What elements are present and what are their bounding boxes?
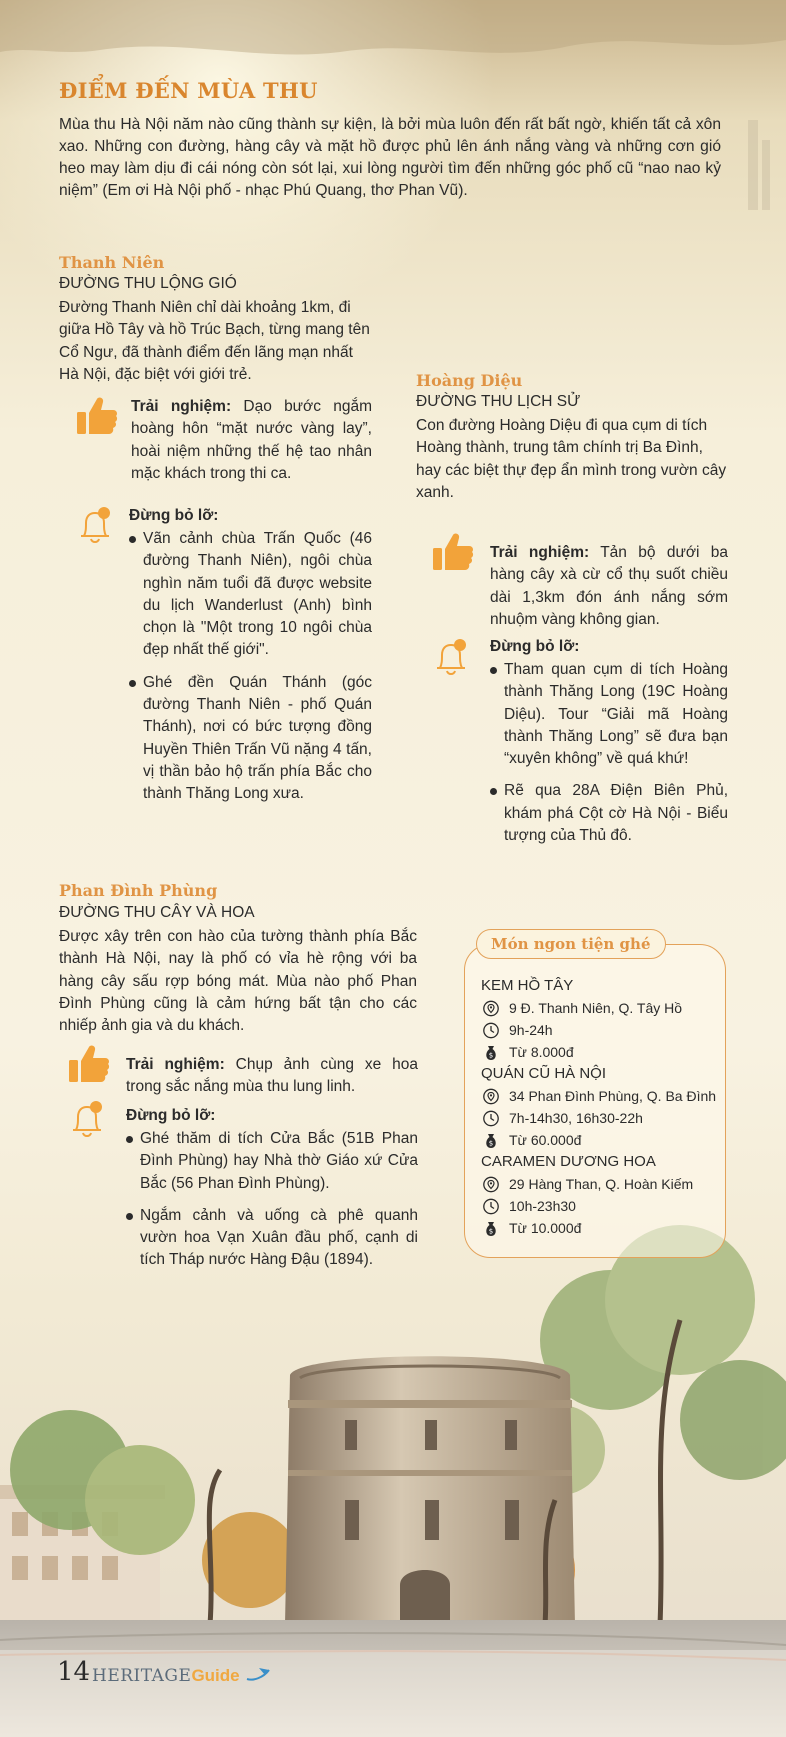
location-pin-icon	[483, 1088, 499, 1105]
section-subtitle: ĐƯỜNG THU CÂY VÀ HOA	[59, 904, 255, 921]
clock-icon	[483, 1198, 499, 1215]
experience-label: Trải nghiệm:	[126, 1056, 225, 1073]
experience-label: Trải nghiệm:	[490, 544, 590, 561]
shop-price: Từ 8.000đ	[509, 1044, 574, 1060]
shop-name: KEM HỒ TÂY	[481, 977, 574, 994]
dont-miss-label: Đừng bỏ lỡ:	[126, 1107, 216, 1124]
experience-text: Tản bộ dưới ba hàng cây xà cừ cổ thụ suốt chiều dài 1,3km đón ánh nắng sớm nhuộm vàng không gian.	[490, 544, 728, 628]
section-subtitle: ĐƯỜNG THU LỊCH SỬ	[416, 393, 581, 410]
thumbs-up-icon	[432, 532, 474, 572]
dont-miss-block	[432, 638, 728, 868]
section-body: Con đường Hoàng Diệu đi qua cụm di tích Hoàng thành, trung tâm chính trị Ba Đình, hay các biệt thự đẹp ẩn mình trong vườn cây xanh.	[416, 417, 727, 501]
list-item: Ghé đền Quán Thánh (góc đường Thanh Niên - phố Quán Thánh), nơi có bức tượng đồng Huyền Thiên Trấn Vũ nặng 4 tấn, vị thần bảo hộ trấn phía Bắc cho thành Thăng Long xưa.	[129, 672, 372, 806]
svg-text:$: $	[488, 1051, 494, 1060]
section-body: Đường Thanh Niên chỉ dài khoảng 1km, đi giữa Hồ Tây và hồ Trúc Bạch, từng mang tên Cổ Ngư, đã thành điểm đến lãng mạn nhất Hà Nội, đặc biệt với giới trẻ.	[59, 299, 370, 383]
section-subtitle: ĐƯỜNG THU LỘNG GIÓ	[59, 275, 237, 292]
shop-address: 29 Hàng Than, Q. Hoàn Kiếm	[509, 1176, 694, 1192]
dont-miss-block	[76, 506, 372, 803]
clock-icon	[483, 1022, 499, 1039]
plane-icon	[245, 1666, 271, 1682]
food-box-title: Món ngon tiện ghé	[476, 929, 666, 959]
experience-text: Dạo bước ngắm hoàng hôn “mặt nước vàng lay”, hoài niệm những thế hệ tao nhân mặc khách trong thi ca.	[131, 398, 373, 482]
shop-hours: 7h-14h30, 16h30-22h	[509, 1110, 643, 1126]
dont-miss-list	[126, 1128, 418, 1282]
thumbs-up-icon	[68, 1044, 110, 1084]
bell-icon	[68, 1100, 106, 1140]
page-title: ĐIỂM ĐẾN MÙA THU	[59, 78, 318, 103]
shop-hours: 9h-24h	[509, 1022, 553, 1038]
brand-part-heritage: HERITAGE	[92, 1666, 192, 1686]
dont-miss-label: Đừng bỏ lỡ:	[129, 507, 219, 524]
shop-kem-ho-tay	[481, 977, 721, 1063]
money-bag-icon	[483, 1044, 499, 1061]
dont-miss-label: Đừng bỏ lỡ:	[490, 638, 580, 655]
shop-caramen-duong-hoa	[481, 1153, 721, 1239]
list-item: Vãn cảnh chùa Trấn Quốc (46 đường Thanh Niên), ngôi chùa nghìn năm tuổi đã được website du lịch Wanderlust (Anh) bình chọn là "Một trong 10 ngôi chùa đẹp nhất thế giới".	[129, 528, 372, 662]
list-item: Ngắm cảnh và uống cà phê quanh vườn hoa Vạn Xuân đầu phố, cạnh di tích Tháp nước Hàng Đậu (1894).	[126, 1205, 418, 1272]
shop-price: Từ 60.000đ	[509, 1132, 582, 1148]
shop-address: 34 Phan Đình Phùng, Q. Ba Đình	[509, 1088, 717, 1104]
intro-paragraph: Mùa thu Hà Nội năm nào cũng thành sự kiện, là bởi mùa luôn đến rất bất ngờ, khiến tất cả xôn xao. Những con đường, hàng cây và mặt hồ được phủ lên ánh nắng vàng và những cơn gió heo may làm dịu đi cái nóng còn sót lại, xui lòng người tìm đến những góc phố cũ “nao nao kỷ niệm” (Em ơi Hà Nội phố - nhạc Phú Quang, thơ Phan Vũ).	[59, 116, 721, 199]
svg-text:$: $	[488, 1139, 494, 1148]
money-bag-icon	[483, 1132, 499, 1149]
location-pin-icon	[483, 1000, 499, 1017]
clock-icon	[483, 1110, 499, 1127]
brand-part-guide: Guide	[191, 1666, 240, 1685]
brand-logo	[92, 1666, 271, 1686]
dont-miss-list	[490, 659, 728, 857]
shop-quan-cu-ha-noi	[481, 1065, 721, 1151]
section-name: Phan Đình Phùng	[59, 881, 218, 900]
svg-text:$: $	[488, 1227, 494, 1236]
thumbs-up-icon	[76, 396, 118, 436]
section-name: Thanh Niên	[59, 253, 165, 272]
section-name: Hoàng Diệu	[416, 371, 523, 390]
page-number: 14	[57, 1657, 91, 1687]
shop-hours: 10h-23h30	[509, 1198, 576, 1214]
shop-name: CARAMEN DƯƠNG HOA	[481, 1153, 656, 1170]
shop-name: QUÁN CŨ HÀ NỘI	[481, 1065, 607, 1082]
dont-miss-block	[68, 1100, 418, 1270]
shop-address: 9 Đ. Thanh Niên, Q. Tây Hồ	[509, 1000, 683, 1016]
list-item: Tham quan cụm di tích Hoàng thành Thăng Long (19C Hoàng Diệu). Tour “Giải mã Hoàng thành Thăng Long” sẽ đưa bạn “xuyên không” về quá khứ!	[490, 659, 728, 770]
list-item: Ghé thăm di tích Cửa Bắc (51B Phan Đình Phùng) hay Nhà thờ Giáo xứ Cửa Bắc (56 Phan Đình Phùng).	[126, 1128, 418, 1195]
list-item: Rẽ qua 28A Điện Biên Phủ, khám phá Cột cờ Hà Nội - Biểu tượng của Thủ đô.	[490, 780, 728, 847]
section-body: Được xây trên con hào của tường thành phía Bắc thành Hà Nội, nay là phố có vỉa hè rộng với ba hàng cây sấu rợp bóng mát. Mùa nào phố Phan Đình Phùng cũng là cảm hứng bất tận cho các nhiếp ảnh gia và du khách.	[59, 928, 417, 1035]
location-pin-icon	[483, 1176, 499, 1193]
money-bag-icon	[483, 1220, 499, 1237]
experience-label: Trải nghiệm:	[131, 398, 232, 415]
bell-icon	[432, 638, 470, 678]
experience-block	[68, 1044, 418, 1099]
shop-price: Từ 10.000đ	[509, 1220, 582, 1236]
dont-miss-list	[129, 528, 372, 816]
bell-icon	[76, 506, 114, 546]
experience-block	[432, 532, 728, 627]
experience-text: Chụp ảnh cùng xe hoa trong sắc nắng mùa thu lung linh.	[126, 1056, 419, 1096]
experience-block	[76, 396, 372, 491]
